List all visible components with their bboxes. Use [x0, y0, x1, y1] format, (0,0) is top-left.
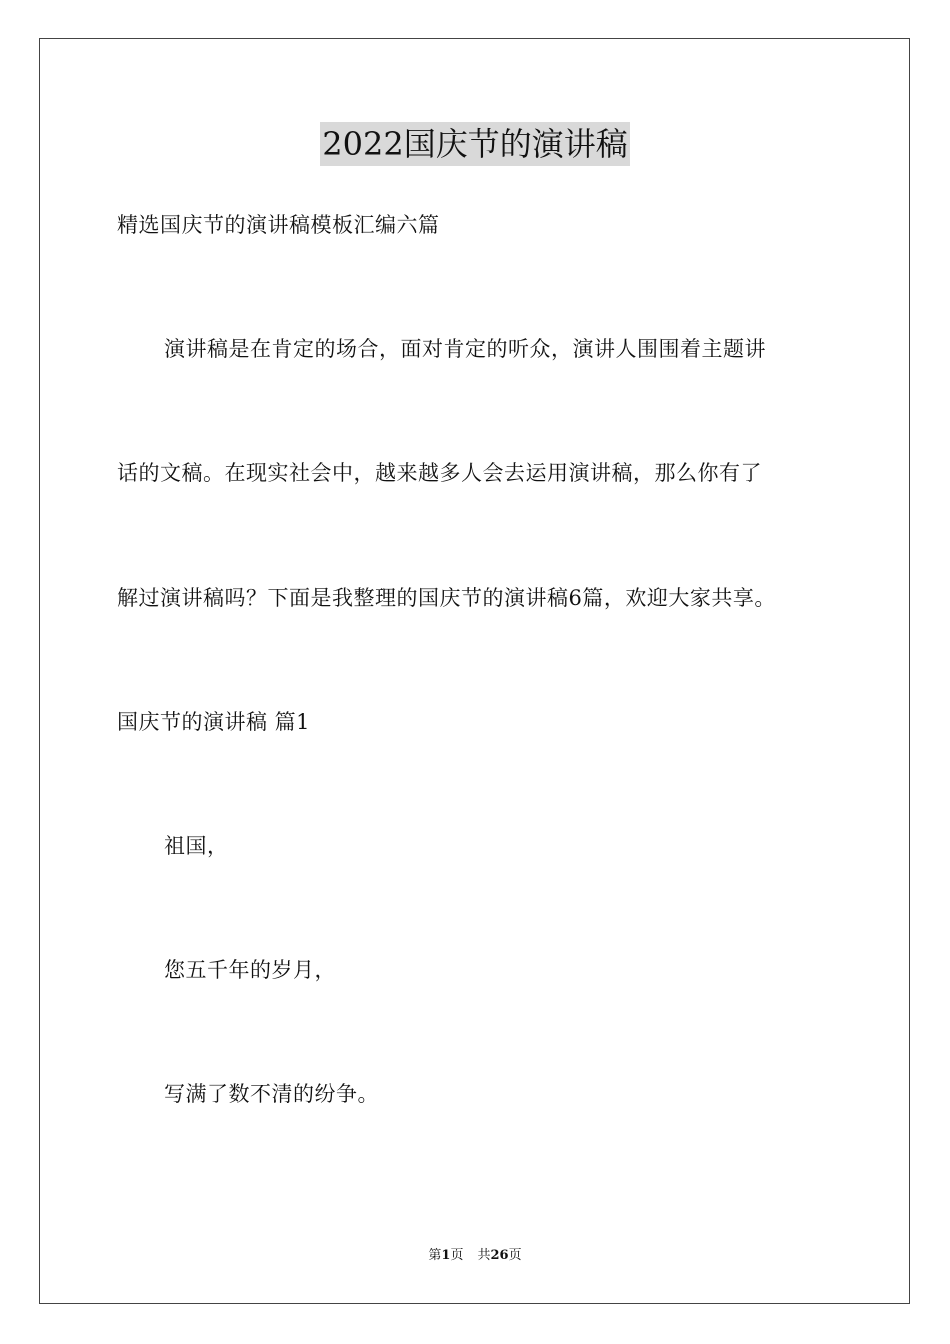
- intro-line-3: 解过演讲稿吗？下面是我整理的国庆节的演讲稿6篇，欢迎大家共享。: [117, 586, 776, 610]
- page-footer: [0, 1247, 950, 1265]
- poem-line-2: 您五千年的岁月，: [164, 958, 336, 982]
- poem-line-3: 写满了数不清的纷争。: [164, 1082, 379, 1106]
- intro-line-1: 演讲稿是在肯定的场合，面对肯定的听众，演讲人围围着主题讲: [164, 337, 766, 361]
- footer-total-pages: 26: [490, 1248, 509, 1263]
- title-container: [0, 122, 950, 166]
- poem-line-1: 祖国，: [164, 834, 229, 858]
- footer-page-prefix: 第: [428, 1248, 442, 1263]
- footer-total-suffix: 页: [508, 1248, 522, 1263]
- intro-line-2: 话的文稿。在现实社会中，越来越多人会去运用演讲稿，那么你有了: [117, 461, 762, 485]
- document-title: 2022国庆节的演讲稿: [320, 122, 629, 166]
- footer-total-prefix: 共: [477, 1248, 491, 1263]
- footer-page-suffix: 页: [450, 1248, 464, 1263]
- section-heading: 国庆节的演讲稿 篇1: [117, 710, 311, 734]
- document-subtitle: 精选国庆节的演讲稿模板汇编六篇: [117, 213, 440, 237]
- footer-page-number: 1: [441, 1248, 451, 1263]
